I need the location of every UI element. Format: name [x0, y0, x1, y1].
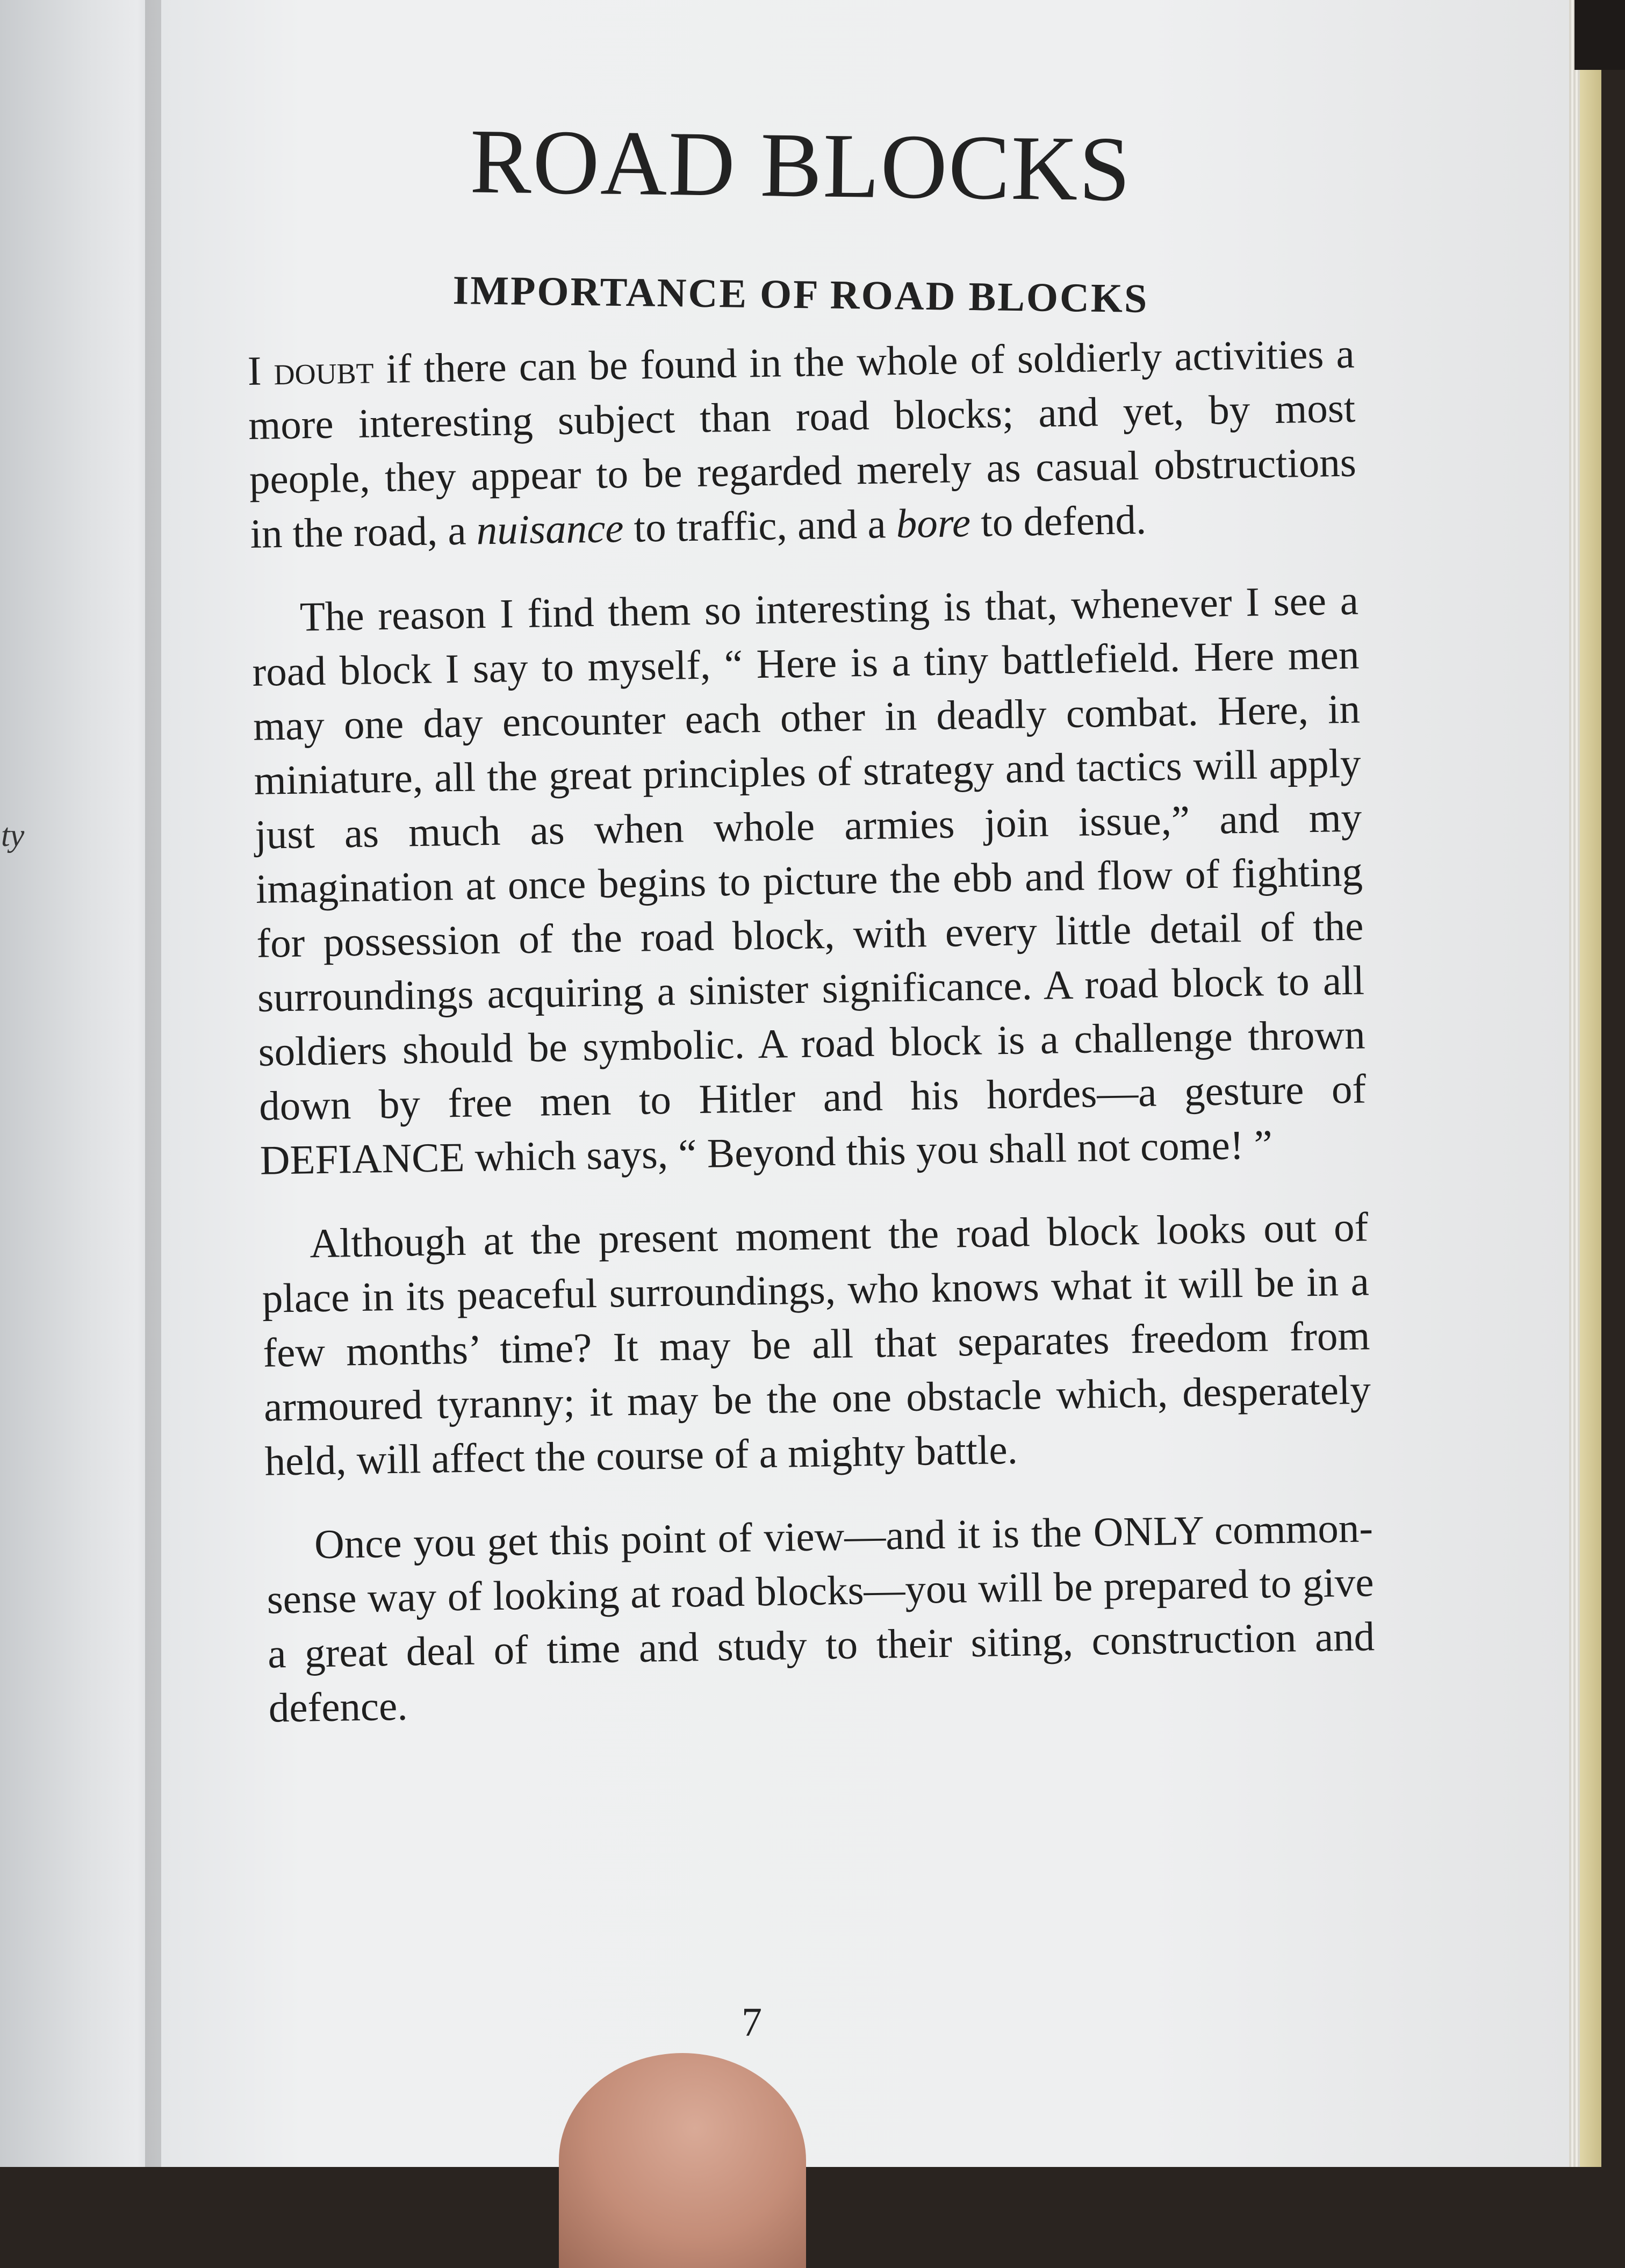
- paragraph-1: [247, 327, 1357, 561]
- body-text: [247, 327, 1376, 1765]
- paragraph-3: Although at the present moment the road block looks out of place in its peaceful surroundings, who knows what it will be in a few months’ time? It may be all that separates freedom from armoured tyranny; it may be the one obstacle which, desperately held, will affect the course of a mighty battle.: [262, 1203, 1371, 1484]
- paragraph-1-text: if there can be found in the whole of soldierly activities a more interesting subject than road blocks; and yet, by most people, they appear to be regarded merely as casual obstructions in the road, a: [248, 330, 1357, 557]
- finger-holding-page: [559, 2053, 806, 2268]
- paragraph-2: The reason I find them so interesting is that, whenever I see a road block I say to myself, “ Here is a tiny battlefield. Here men may one day encounter each other in deadly combat. Here, in miniature, all the great principles of strategy and tactics will apply just as much as when whole armies join issue,” and my imagination at once begins to picture the ebb and flow of fighting for possession of the road block, with every little detail of the surroundings acquiring a sinister significance. A road block to all soldiers should be symbolic. A road block is a challenge thrown down by free men to Hitler and his hordes—a gesture of DEFIANCE which says, “ Beyond this you shall not come! ”: [251, 577, 1367, 1183]
- book-cover-edge: [1580, 70, 1601, 2167]
- left-page-text-fragment: ty: [1, 817, 25, 853]
- paragraph-1-text-2: to traffic, and a: [623, 500, 897, 551]
- emphasis-nuisance: nuisance: [476, 505, 624, 554]
- section-heading: IMPORTANCE OF ROAD BLOCKS: [452, 268, 1149, 321]
- lead-in-small-caps: I doubt: [247, 346, 375, 394]
- paragraph-4: Once you get this point of view—and it is the ONLY common-sense way of looking at road blocks—you will be prepared to give a great deal of time and study to their siting, construction and defence.: [267, 1504, 1375, 1731]
- left-page: [0, 0, 161, 2167]
- paragraph-1-text-3: to defend.: [970, 496, 1147, 546]
- emphasis-bore: bore: [896, 499, 971, 547]
- page-title: ROAD BLOCKS: [469, 110, 1132, 221]
- page-number: 7: [742, 2000, 762, 2045]
- background-surface: [1574, 0, 1625, 70]
